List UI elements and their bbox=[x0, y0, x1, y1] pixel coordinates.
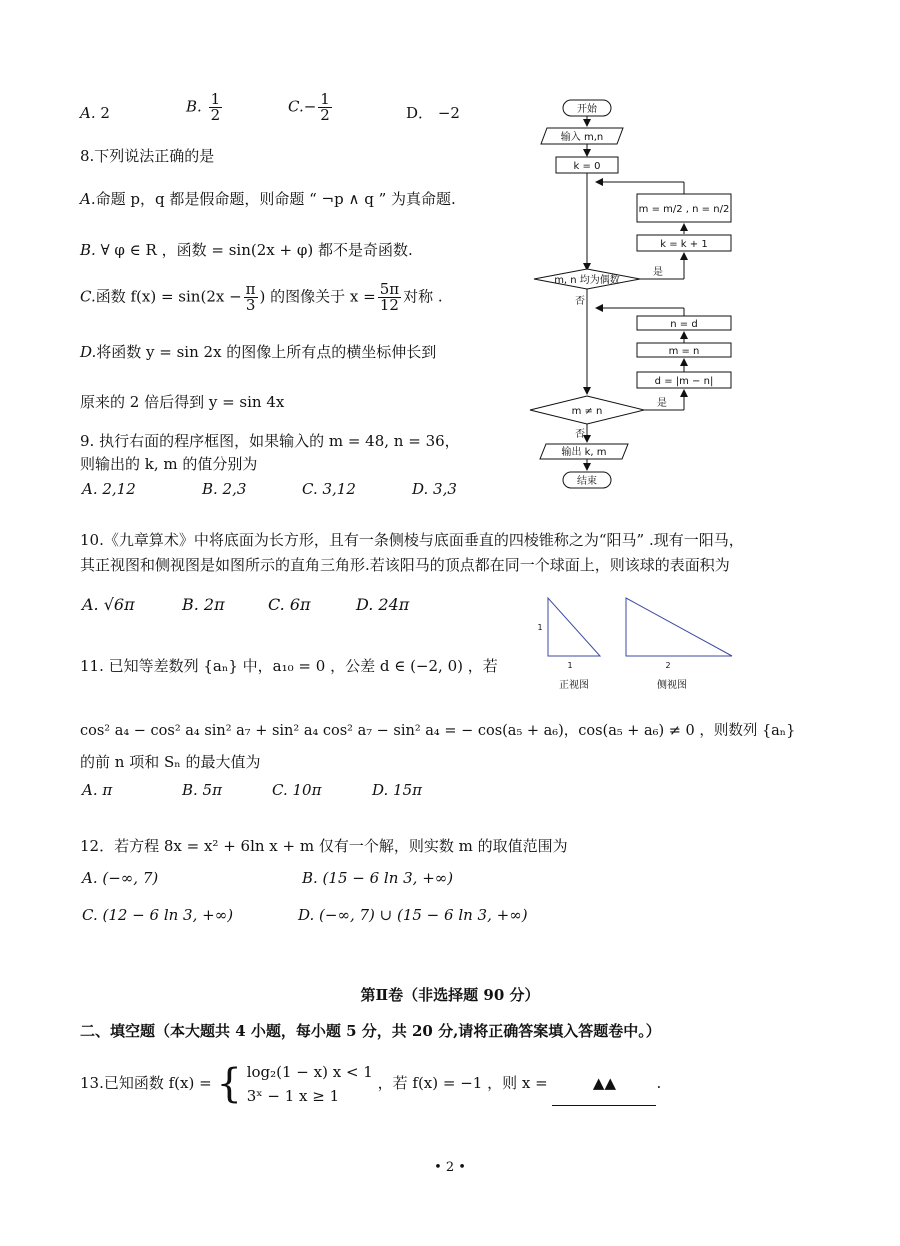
q13-brace: { bbox=[216, 1061, 242, 1107]
q8-option-d-continued: 原来的 2 倍后得到 y = sin 4x bbox=[80, 393, 285, 411]
q8-stem: 8.下列说法正确的是 bbox=[80, 147, 215, 165]
side-view-label: 侧视图 bbox=[657, 680, 687, 691]
flow-end-label: 结束 bbox=[577, 476, 597, 487]
q13-case-1: log₂(1 − x) x < 1 bbox=[246, 1063, 373, 1081]
q11-option-a: A. π bbox=[82, 781, 113, 799]
flow-condition-neq-label: m ≠ n bbox=[571, 406, 603, 417]
q10-line-2: 其正视图和侧视图是如图所示的直角三角形.若该阳马的顶点都在同一个球面上，则该球的表面积为 bbox=[80, 556, 730, 574]
front-view-width: 1 bbox=[567, 661, 573, 670]
side-view-width: 2 bbox=[665, 661, 671, 670]
side-view-triangle bbox=[626, 598, 732, 656]
q7-option-c: C.− $\frac{1}{2}$ bbox=[288, 90, 330, 124]
q10-option-a: A. √6π bbox=[82, 595, 135, 614]
q9-option-a: A. 2,12 bbox=[82, 480, 136, 498]
flow-update-mn-label: m = m/2 , n = n/2 bbox=[638, 204, 730, 215]
front-view-label: 正视图 bbox=[559, 680, 589, 691]
flow-no-1: 否 bbox=[575, 296, 585, 307]
q9-option-c: C. 3,12 bbox=[302, 480, 356, 498]
flow-no-2: 否 bbox=[575, 429, 585, 440]
q11-option-c: C. 10π bbox=[272, 781, 322, 799]
three-views-figure bbox=[530, 592, 750, 696]
q12-stem: 12．若方程 8x = x² + 6ln x + m 仅有一个解，则实数 m 的取值范围为 bbox=[80, 837, 568, 855]
q8-option-a: A.命题 p，q 都是假命题，则命题 “ ¬p ∧ q ” 为真命题. bbox=[80, 190, 456, 208]
q10-option-d: D. 24π bbox=[356, 595, 410, 614]
q9-option-d: D. 3,3 bbox=[412, 480, 457, 498]
q11-continuation: 的前 n 项和 Sₙ 的最大值为 bbox=[80, 753, 261, 771]
q9-stem-1: 9. 执行右面的程序框图，如果输入的 m = 48, n = 36， bbox=[80, 432, 460, 450]
q7-option-d: D． −2 bbox=[406, 104, 460, 122]
q12-option-a: A. (−∞, 7) bbox=[82, 869, 159, 887]
q11-option-b: B. 5π bbox=[182, 781, 222, 799]
flow-k-increment-label: k = k + 1 bbox=[660, 239, 708, 250]
flow-condition-even-label: m, n 均为偶数 bbox=[554, 275, 620, 286]
q7-option-b: B. $\frac{1}{2}$ bbox=[186, 90, 221, 124]
q13-case-2: 3ˣ − 1 x ≥ 1 bbox=[246, 1087, 340, 1105]
section-2-title: 第Ⅱ卷（非选择题 90 分） bbox=[360, 986, 540, 1004]
q13: 13.已知函数 f(x) = { log₂(1 − x) x < 1 3ˣ − 1 x ≥ 1 ，若 f(x) = −1 ，则 x = ▲▲ . bbox=[80, 1061, 662, 1107]
flow-assign-m-label: m = n bbox=[668, 346, 700, 357]
q8-option-c: C.函数 f(x) = sin(2x − $\frac{\pi}{3}$ ) 的图像关于 x = $\frac{5\pi}{12}$ 对称 . bbox=[80, 280, 443, 314]
q8-option-b: B. ∀ φ ∈ R ，函数 = sin(2x + φ) 都不是奇函数. bbox=[80, 241, 413, 259]
q11-stem: 11. 已知等差数列 {aₙ} 中，a₁₀ = 0 ，公差 d ∈ (−2, 0) ，若 bbox=[80, 657, 498, 675]
q11-option-d: D. 15π bbox=[372, 781, 422, 799]
q13-prefix: 13.已知函数 f(x) = bbox=[80, 1074, 212, 1092]
fill-blank-heading: 二、填空题（本大题共 4 小题，每小题 5 分，共 20 分,请将正确答案填入答题卷中。） bbox=[80, 1022, 661, 1040]
front-view-triangle bbox=[548, 598, 600, 656]
front-view-height: 1 bbox=[537, 623, 543, 632]
q13-answer-blank: ▲▲ bbox=[552, 1061, 656, 1106]
flow-output-label: 输出 k, m bbox=[561, 447, 607, 458]
q13-suffix: ，若 f(x) = −1 ，则 x = bbox=[377, 1074, 548, 1092]
q9-stem-2: 则输出的 k, m 的值分别为 bbox=[80, 455, 258, 473]
flow-start-label: 开始 bbox=[577, 104, 597, 115]
q9-option-b: B. 2,3 bbox=[202, 480, 247, 498]
q11-equation: cos² a₄ − cos² a₄ sin² a₇ + sin² a₄ cos² a₇ − sin² a₄ = − cos(a₅ + a₆)，cos(a₅ + a₆) ≠ 0 ，则数列 {aₙ} bbox=[80, 723, 796, 739]
q7-c-fraction: $\frac{1}{2}$ bbox=[320, 90, 330, 124]
q8-option-d: D.将函数 y = sin 2x 的图像上所有点的横坐标伸长到 bbox=[80, 343, 437, 361]
q10-line-1: 10.《九章算术》中将底面为长方形，且有一条侧棱与底面垂直的四棱锥称之为“阳马” .现有一阳马， bbox=[80, 531, 744, 549]
q12-option-d: D. (−∞, 7) ∪ (15 − 6 ln 3, +∞) bbox=[298, 906, 528, 924]
q12-option-b: B. (15 − 6 ln 3, +∞) bbox=[302, 869, 454, 887]
flow-assign-d-label: d = |m − n| bbox=[654, 376, 714, 387]
flowchart bbox=[520, 94, 750, 496]
q12-option-c: C. (12 − 6 ln 3, +∞) bbox=[82, 906, 234, 924]
q7-b-fraction: $\frac{1}{2}$ bbox=[210, 90, 221, 124]
q10-option-c: C. 6π bbox=[268, 595, 311, 614]
flow-yes-2: 是 bbox=[657, 398, 667, 409]
page-number: • 2 • bbox=[434, 1160, 466, 1175]
flow-input-label: 输入 m,n bbox=[560, 132, 604, 143]
flow-yes-1: 是 bbox=[653, 267, 663, 278]
q10-option-b: B. 2π bbox=[182, 595, 225, 614]
q8-c-fraction-2: $\frac{5\pi}{12}$ bbox=[379, 280, 400, 314]
q7-option-a: A. 2 bbox=[80, 104, 110, 122]
flow-k-init-label: k = 0 bbox=[573, 161, 601, 172]
flow-assign-n-label: n = d bbox=[670, 319, 698, 330]
q8-c-fraction-1: $\frac{\pi}{3}$ bbox=[245, 280, 256, 314]
q13-cases bbox=[247, 1060, 373, 1108]
